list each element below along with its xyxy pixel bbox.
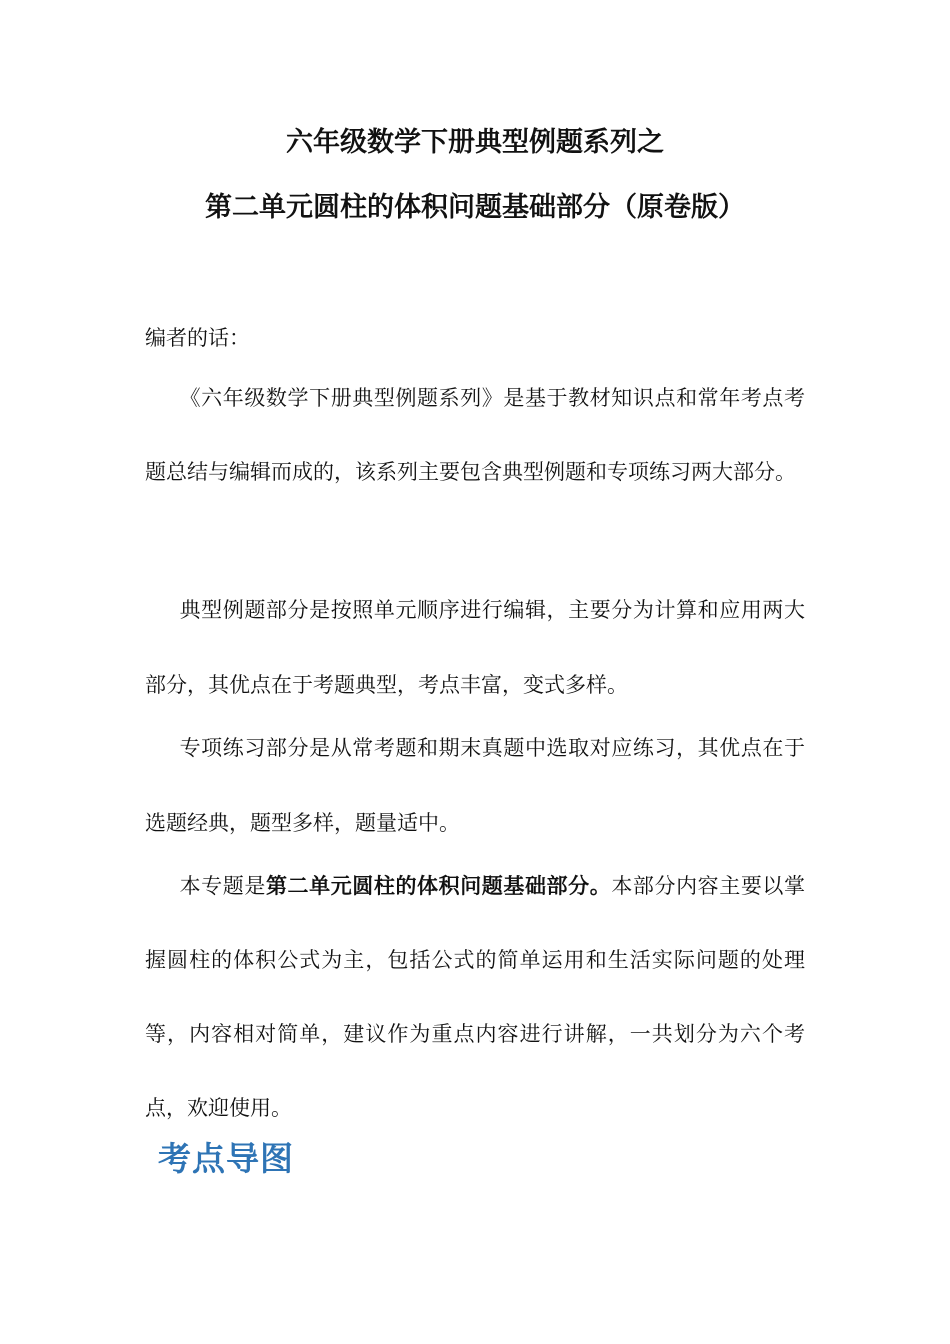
intro-paragraph-series-text: 《六年级数学下册典型例题系列》是基于教材知识点和常年考点考题总结与编辑而成的，该系列主要包含典型例题和专项练习两大部分。 (145, 386, 805, 484)
intro-paragraph-series (145, 361, 805, 509)
topic-paragraph-suffix: 本部分内容主要以掌握圆柱的体积公式为主，包括公式的简单运用和生活实际问题的处理等，内容相对简单，建议作为重点内容进行讲解，一共划分为六个考点，欢迎使用。 (145, 874, 806, 1120)
document-title-line-1: 六年级数学下册典型例题系列之 (286, 127, 664, 158)
document-title-line-2: 第二单元圆柱的体积问题基础部分（原卷版） (205, 192, 745, 223)
topic-paragraph (145, 849, 805, 1145)
topic-paragraph-prefix: 本专题是 (179, 874, 266, 898)
topic-paragraph-bold-topic: 第二单元圆柱的体积问题基础部分。 (265, 874, 612, 898)
editor-note-label: 编者的话： (145, 326, 250, 350)
intro-paragraph-examples (145, 573, 805, 723)
intro-paragraph-examples-text: 典型例题部分是按照单元顺序进行编辑，主要分为计算和应用两大部分，其优点在于考题典型，考点丰富，变式多样。 (145, 598, 805, 697)
intro-paragraph-practice-text: 专项练习部分是从常考题和期末真题中选取对应练习，其优点在于选题经典，题型多样，题量适中。 (145, 736, 805, 835)
intro-paragraph-practice (145, 711, 805, 861)
section-heading-mindmap: 考点导图 (158, 1139, 294, 1178)
